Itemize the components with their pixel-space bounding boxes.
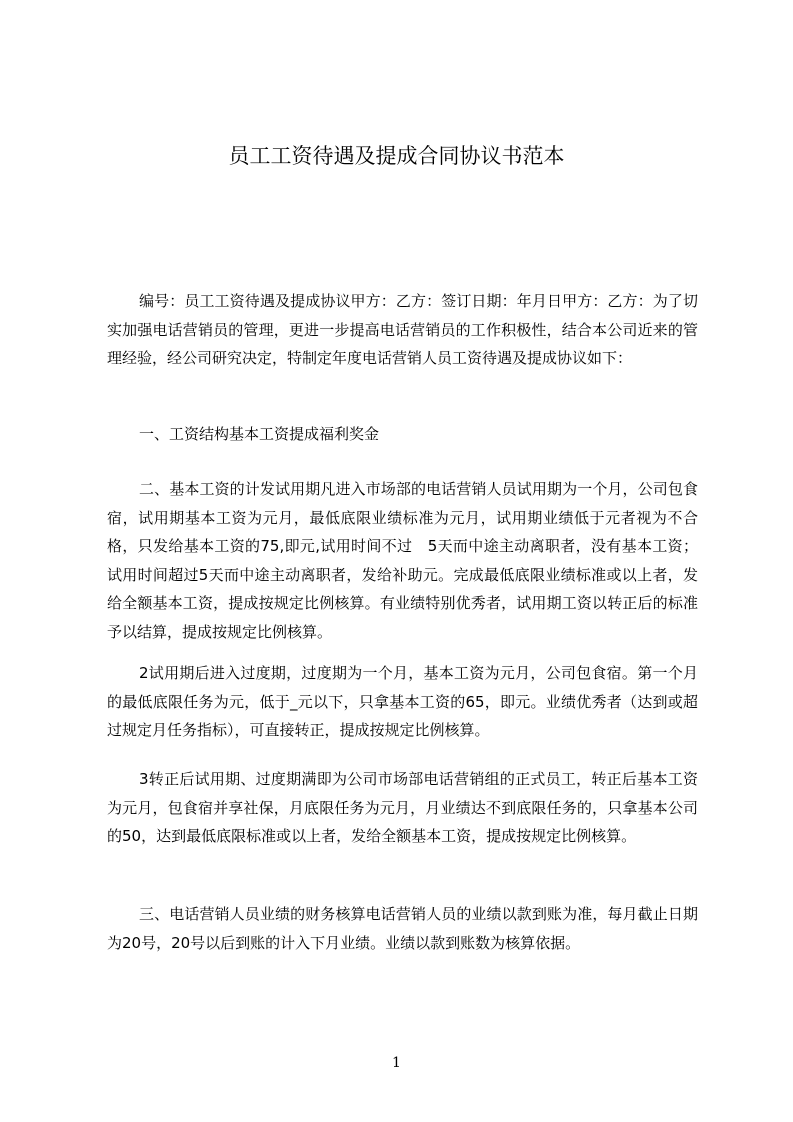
paragraph-section-3: 三、电话营销人员业绩的财务核算电话营销人员的业绩以款到账为准，每月截止日期为20号，20号以后到账的计入下月业绩。业绩以款到账数为核算依据。 bbox=[107, 905, 698, 952]
paragraph-preamble: 编号：员工工资待遇及提成协议甲方：乙方：签订日期：年月日甲方：乙方：为了切实加强电话营销员的管理，更进一步提高电话营销员的工作积极性，结合本公司近来的管理经验，经公司研究决定，特制定年度电话营销人员工资待遇及提成协议如下： bbox=[107, 292, 698, 368]
paragraph-section-1: 一、工资结构基本工资提成福利奖金 bbox=[139, 425, 380, 443]
paragraph-section-2-item-3: 3转正后试用期、过度期满即为公司市场部电话营销组的正式员工，转正后基本工资为元月，包食宿并享社保，月底限任务为元月，月业绩达不到底限任务的，只拿基本公司的50，达到最低底限标准或以上者，发给全额基本工资，提成按规定比例核算。 bbox=[107, 770, 698, 846]
page-number: 1 bbox=[392, 1055, 401, 1071]
paragraph-section-2-item-2: 2试用期后进入过度期，过度期为一个月，基本工资为元月，公司包食宿。第一个月的最低底限任务为元，低于_元以下，只拿基本工资的65，即元。业绩优秀者（达到或超过规定月任务指标），可直接转正，提成按规定比例核算。 bbox=[107, 664, 698, 740]
paragraph-section-2: 二、基本工资的计发试用期凡进入市场部的电话营销人员试用期为一个月，公司包食宿，试用期基本工资为元月，最低底限业绩标准为元月，试用期业绩低于元者视为不合格，只发给基本工资的75,即元,试用时间不过 5天而中途主动离职者，没有基本工资；试用时间超过5天而中途主动离职者，发给补助元。完成最低底限业绩标准或以上者，发给全额基本工资，提成按规定比例核算。有业绩特别优秀者，试用期工资以转正后的标准予以结算，提成按规定比例核算。 bbox=[107, 480, 698, 641]
document-title: 员工工资待遇及提成合同协议书范本 bbox=[228, 144, 565, 168]
